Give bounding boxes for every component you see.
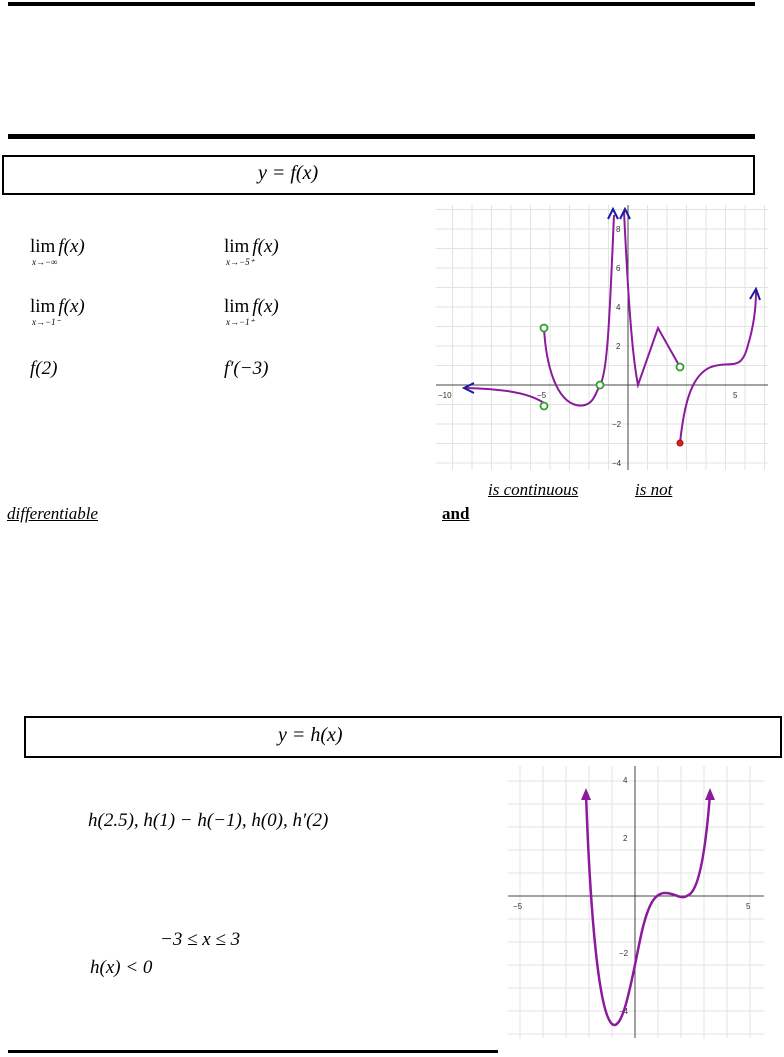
section1-header-expr: y = f(x): [258, 162, 319, 184]
closed-point: [677, 440, 683, 446]
lim-sub: x→−1⁺: [226, 317, 255, 327]
top-rule: [8, 2, 755, 6]
limit-neg-infinity: [30, 236, 85, 267]
y-tick-label: −4: [619, 1007, 629, 1016]
open-point: [541, 325, 548, 332]
is-not-text: is not: [635, 480, 673, 499]
is-continuous-text: is continuous: [488, 480, 579, 499]
y-tick-label: −2: [612, 420, 622, 429]
interval-expr: −3 ≤ x ≤ 3: [160, 929, 241, 950]
differentiable-text: differentiable: [7, 504, 98, 523]
lim-fx: f(x): [252, 296, 279, 317]
lim-sub: x→−5⁺: [226, 257, 255, 267]
section2-header-box: [24, 716, 782, 758]
open-point: [541, 403, 548, 410]
y-tick-label: 8: [616, 225, 621, 234]
y-tick-label: −2: [619, 949, 629, 958]
h-curve: [586, 794, 710, 1025]
lim-word: lim: [30, 296, 56, 317]
limit-neg1-left: [30, 296, 85, 327]
y-tick-label: −4: [612, 459, 622, 468]
x-tick-label: −10: [438, 391, 452, 400]
grid: [436, 205, 768, 470]
open-point: [677, 364, 684, 371]
lim-fx: f(x): [252, 236, 279, 257]
y-tick-label: 4: [623, 776, 628, 785]
graph-h: [508, 766, 764, 1038]
lim-sub: x→−∞: [32, 257, 58, 267]
lim-word: lim: [224, 296, 250, 317]
f-prime-neg3: f′(−3): [224, 358, 269, 379]
open-point: [597, 382, 604, 389]
x-tick-label: 5: [733, 391, 738, 400]
limit-neg1-right: [224, 296, 279, 327]
lim-fx: f(x): [58, 236, 85, 257]
x-tick-label: −5: [537, 391, 547, 400]
h-values-expr: h(2.5), h(1) − h(−1), h(0), h′(2): [88, 810, 329, 831]
lim-fx: f(x): [58, 296, 85, 317]
grid: [508, 766, 764, 1038]
section-rule: [8, 134, 755, 139]
curve-left-piece: [466, 388, 544, 403]
h-negative-expr: h(x) < 0: [90, 957, 153, 978]
lim-word: lim: [30, 236, 56, 257]
bottom-rule: [8, 1050, 498, 1053]
limit-neg5-right: [224, 236, 279, 267]
lim-sub: x→−1⁻: [32, 317, 61, 327]
lim-word: lim: [224, 236, 250, 257]
x-tick-label: 5: [746, 902, 751, 911]
y-tick-label: 6: [616, 264, 621, 273]
f-of-2: f(2): [30, 358, 58, 379]
graph-f: [436, 205, 768, 470]
arrow-up-right-icon: [705, 788, 715, 800]
x-tick-label: −5: [513, 902, 523, 911]
section2-header-expr: y = h(x): [278, 724, 343, 746]
y-tick-label: 2: [616, 342, 621, 351]
curve-middle-piece: [544, 215, 614, 406]
and-text: and: [442, 504, 470, 523]
section1-header-box: [2, 155, 755, 195]
y-tick-label: 2: [623, 834, 628, 843]
y-tick-label: 4: [616, 303, 621, 312]
curve-right-of-neg1: [624, 211, 680, 385]
